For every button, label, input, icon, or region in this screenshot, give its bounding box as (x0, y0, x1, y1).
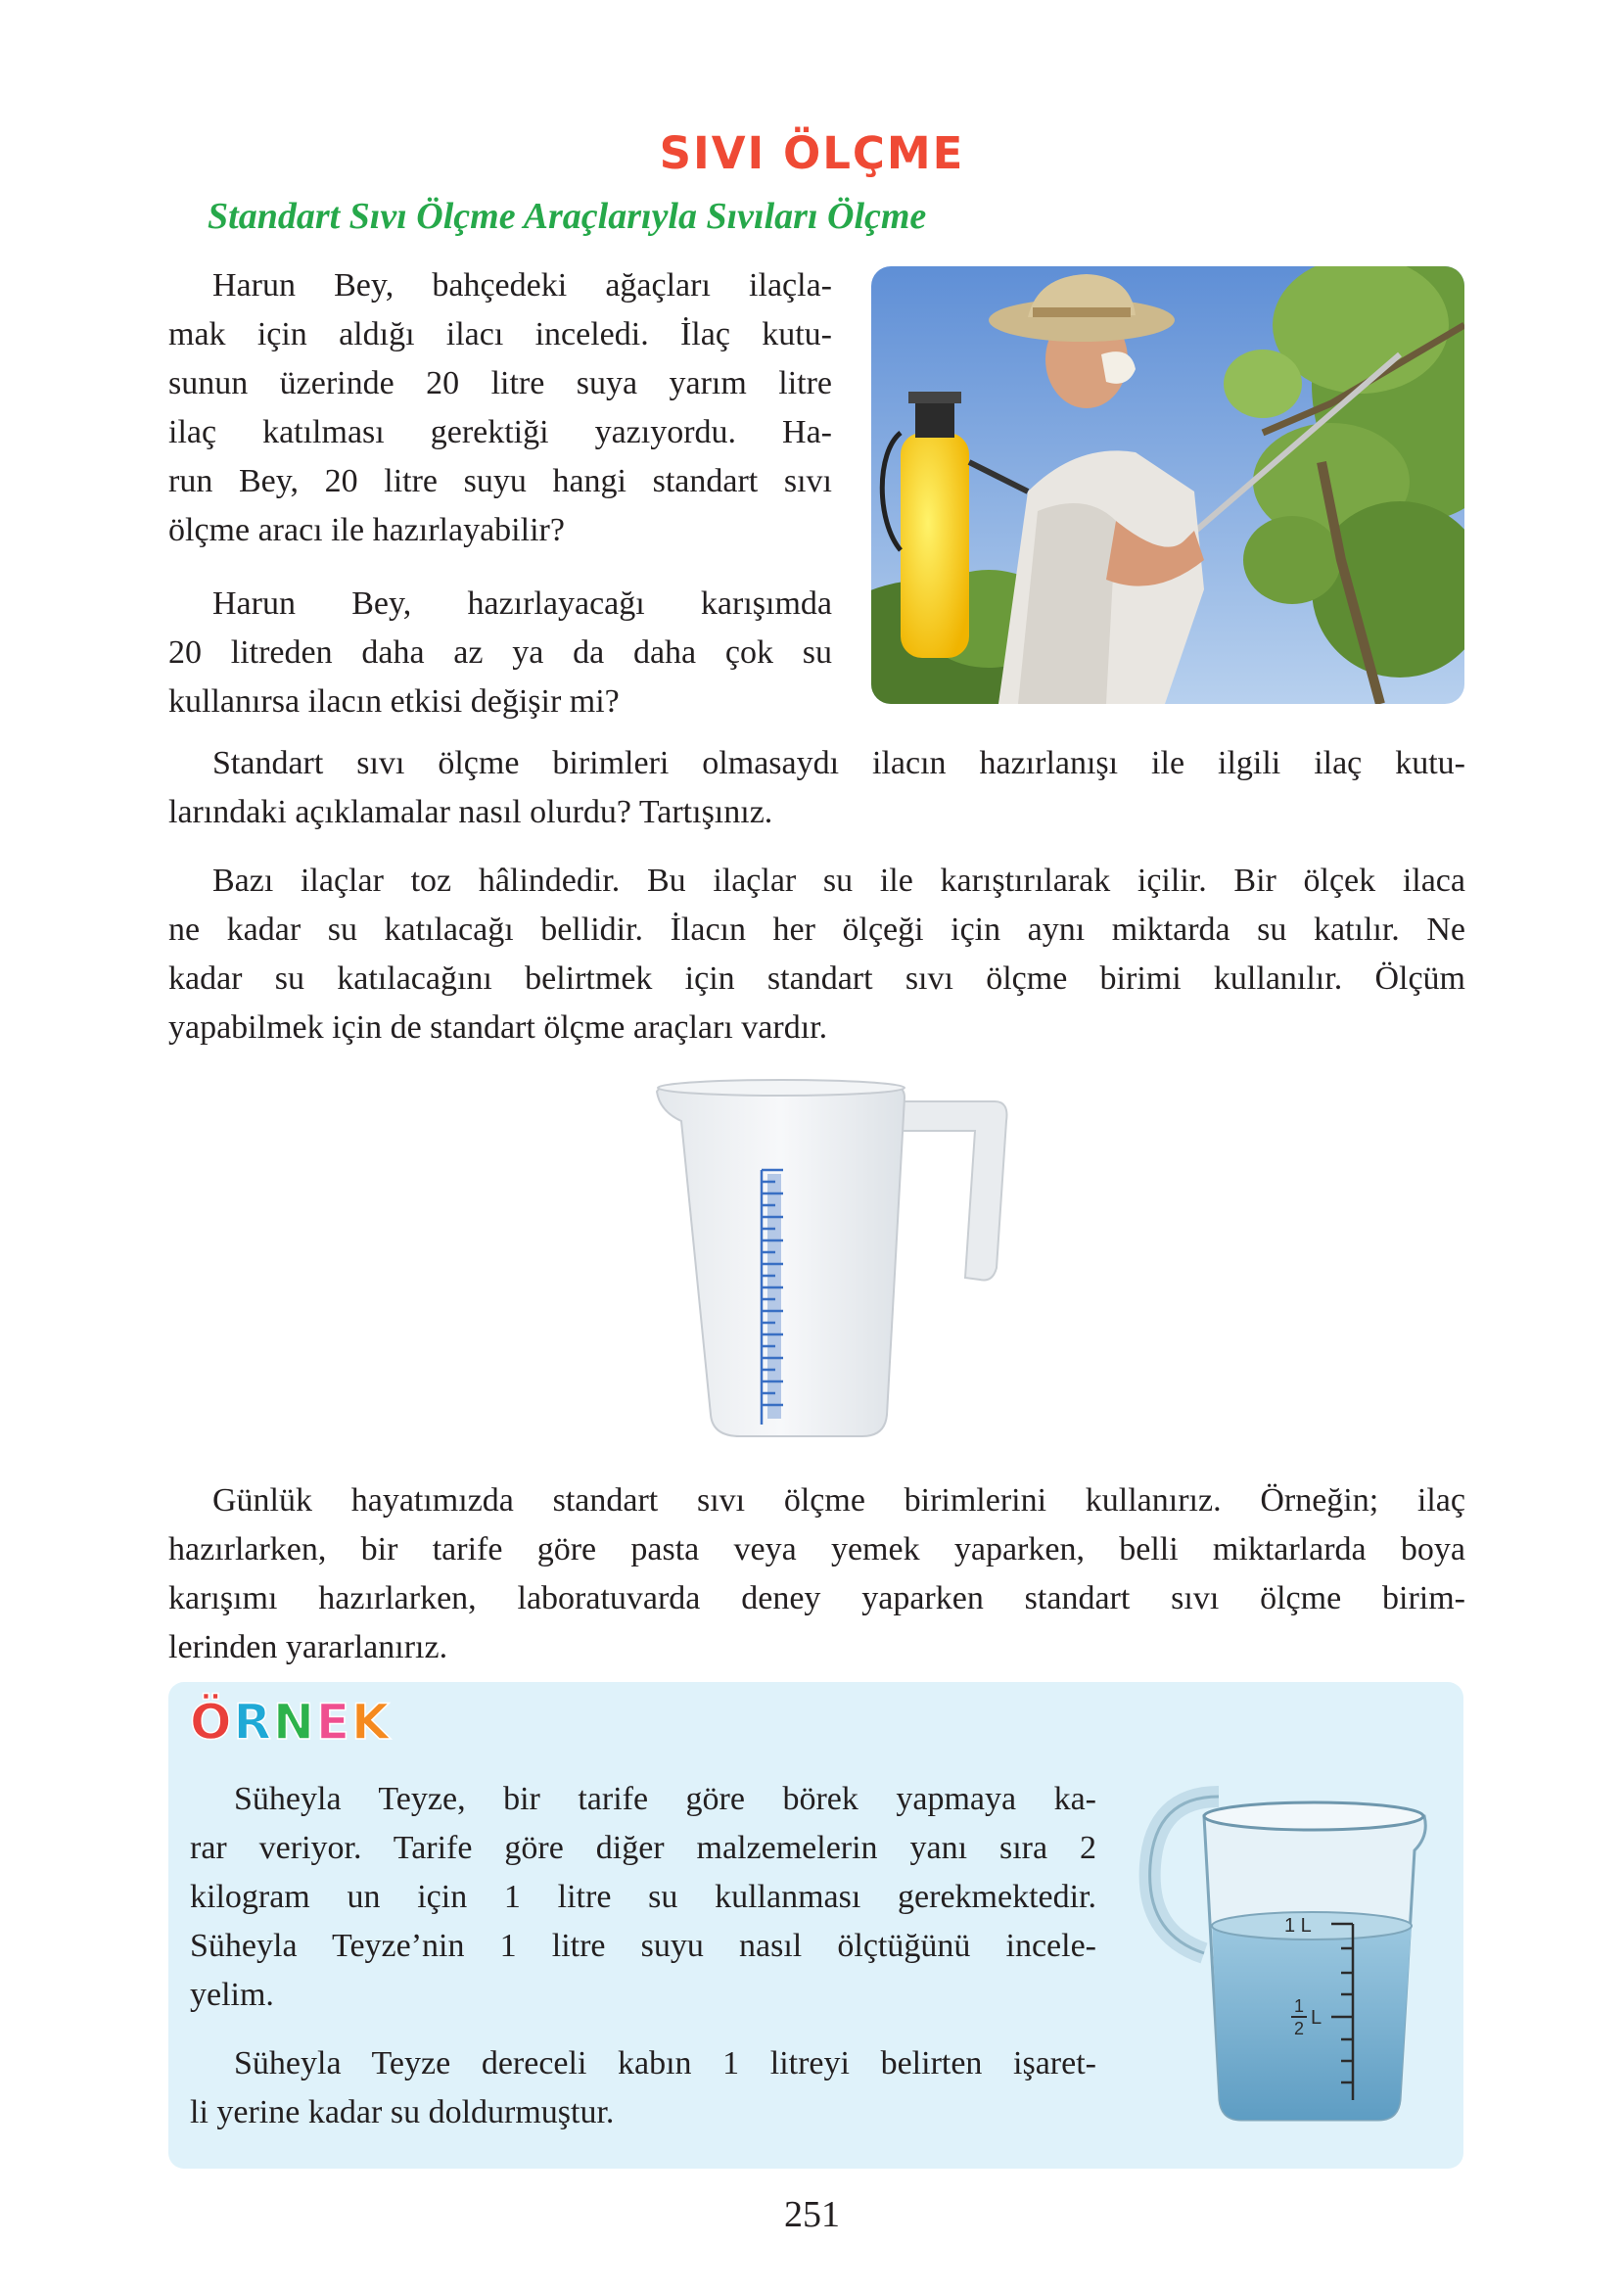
example-letter: K (351, 1694, 392, 1751)
text-line: run Bey, 20 litre suyu hangi standart sıvı (168, 463, 832, 499)
page-number: 251 (784, 2194, 840, 2235)
example-paragraph-recipe (190, 1775, 1096, 2020)
text-line: yapabilmek için de standart ölçme araçları vardır. (168, 1009, 828, 1046)
cup-label-one-liter: 1 L (1284, 1915, 1312, 1937)
paragraph-powder-medicine (168, 857, 1465, 1052)
example-heading (190, 1694, 392, 1751)
text-line: li yerine kadar su doldurmuştur. (190, 2094, 615, 2130)
example-letter: E (315, 1694, 352, 1751)
text-line: Harun Bey, hazırlayacağı karışımda (212, 585, 832, 622)
paragraph-daily-life (168, 1476, 1465, 1672)
cup-label-half-numerator: 1 (1294, 1996, 1305, 2016)
farmer-spraying-photo (871, 266, 1464, 704)
measuring-jug-image (652, 1072, 1014, 1444)
section-subtitle: Standart Sıvı Ölçme Araçlarıyla Sıvıları Ölçme (208, 196, 927, 237)
text-line: Günlük hayatımızda standart sıvı ölçme birimlerini kullanırız. Örneğin; ilaç (212, 1482, 1465, 1519)
text-line: ne kadar su katılacağı bellidir. İlacın her ölçeği için aynı miktarda su katılır. Ne (168, 912, 1465, 948)
page-title: SIVI ÖLÇME (659, 127, 965, 179)
text-line: ilaç katılması gerektiği yazıyordu. Ha- (168, 414, 832, 450)
text-line: ölçme aracı ile hazırlayabilir? (168, 512, 565, 548)
example-paragraph-answer (190, 2039, 1096, 2137)
text-line: Süheyla Teyze’nin 1 litre suyu nasıl ölçtüğünü incele- (190, 1928, 1096, 1964)
text-line: lerinden yararlanırız. (168, 1629, 448, 1665)
example-letter: Ö (190, 1694, 234, 1751)
text-line: mak için aldığı ilacı inceledi. İlaç kutu- (168, 316, 832, 352)
cup-label-half-unit: L (1311, 2007, 1322, 2029)
example-letter: N (273, 1694, 316, 1751)
text-line: hazırlarken, bir tarife göre pasta veya yemek yaparken, belli miktarlarda boya (168, 1531, 1465, 1567)
text-line: kadar su katılacağını belirtmek için standart sıvı ölçme birimi kullanılır. Ölçüm (168, 960, 1465, 997)
text-line: 20 litreden daha az ya da daha çok su (168, 634, 832, 671)
cup-label-half-denominator: 2 (1294, 2019, 1305, 2038)
example-letter: R (233, 1694, 274, 1751)
paragraph-discussion (168, 739, 1465, 837)
text-line: karışımı hazırlarken, laboratuvarda deney yaparken standart sıvı ölçme birim- (168, 1580, 1465, 1616)
text-line: kullanırsa ilacın etkisi değişir mi? (168, 683, 620, 720)
text-line: rar veriyor. Tarife göre diğer malzemelerin yanı sıra 2 (190, 1830, 1096, 1866)
text-line: Bazı ilaçlar toz hâlindedir. Bu ilaçlar su ile karıştırılarak içilir. Bir ölçek ilaca (212, 863, 1465, 899)
text-line: sunun üzerinde 20 litre suya yarım litre (168, 365, 832, 401)
paragraph-intro (168, 261, 832, 555)
text-line: larındaki açıklamalar nasıl olurdu? Tartışınız. (168, 794, 773, 830)
graduated-cup-image (1136, 1777, 1459, 2139)
text-line: yelim. (190, 1977, 274, 2013)
text-line: kilogram un için 1 litre su kullanması gerekmektedir. (190, 1879, 1096, 1915)
text-line: Süheyla Teyze, bir tarife göre börek yapmaya ka- (234, 1781, 1096, 1817)
text-line: Harun Bey, bahçedeki ağaçları ilaçla- (212, 267, 832, 304)
paragraph-question (168, 580, 832, 726)
text-line: Standart sıvı ölçme birimleri olmasaydı ilacın hazırlanışı ile ilgili ilaç kutu- (212, 745, 1465, 781)
text-line: Süheyla Teyze dereceli kabın 1 litreyi belirten işaret- (234, 2045, 1096, 2081)
